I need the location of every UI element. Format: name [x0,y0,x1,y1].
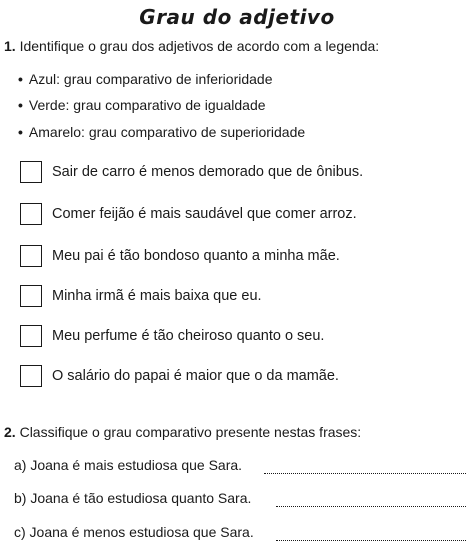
bullet-icon: • [18,124,23,140]
question-1 [4,38,379,54]
question-2-text: Classifique o grau comparativo presente nestas frases: [19,424,362,440]
answer-checkbox-3[interactable] [20,245,42,267]
page-title: Grau do adjetivo [139,5,335,29]
answer-line-a[interactable] [264,473,466,474]
answer-checkbox-4[interactable] [20,285,42,307]
legend-item-blue [18,71,272,87]
bullet-icon: • [18,71,23,87]
sentence-b: b) Joana é tão estudiosa quanto Sara. [14,490,252,506]
item-sentence: Minha irmã é mais baixa que eu. [52,288,262,304]
answer-checkbox-5[interactable] [20,325,42,347]
legend-item-label: Azul: grau comparativo de inferioridade [28,71,273,87]
legend-item-label: Verde: grau comparativo de igualdade [28,97,266,113]
question-2-number: 2. [4,424,16,440]
item-sentence: O salário do papai é maior que o da mamãe. [52,368,339,384]
answer-checkbox-2[interactable] [20,203,42,225]
answer-line-c[interactable] [276,540,466,541]
sentence-a: a) Joana é mais estudiosa que Sara. [14,457,243,473]
legend-item-yellow [18,124,305,140]
legend-item-green [18,97,266,113]
item-sentence: Meu pai é tão bondoso quanto a minha mãe. [52,248,340,264]
question-1-number: 1. [4,38,16,54]
sentence-c: c) Joana é menos estudiosa que Sara. [14,524,254,540]
question-2 [4,424,361,440]
answer-line-b[interactable] [276,506,466,507]
bullet-icon: • [18,97,23,113]
answer-checkbox-1[interactable] [20,161,42,183]
legend-item-label: Amarelo: grau comparativo de superioridade [28,124,306,140]
answer-checkbox-6[interactable] [20,365,42,387]
item-sentence: Meu perfume é tão cheiroso quanto o seu. [52,328,325,344]
question-1-text: Identifique o grau dos adjetivos de acordo com a legenda: [19,38,380,54]
item-sentence: Sair de carro é menos demorado que de ônibus. [52,164,364,180]
item-sentence: Comer feijão é mais saudável que comer arroz. [52,206,357,222]
